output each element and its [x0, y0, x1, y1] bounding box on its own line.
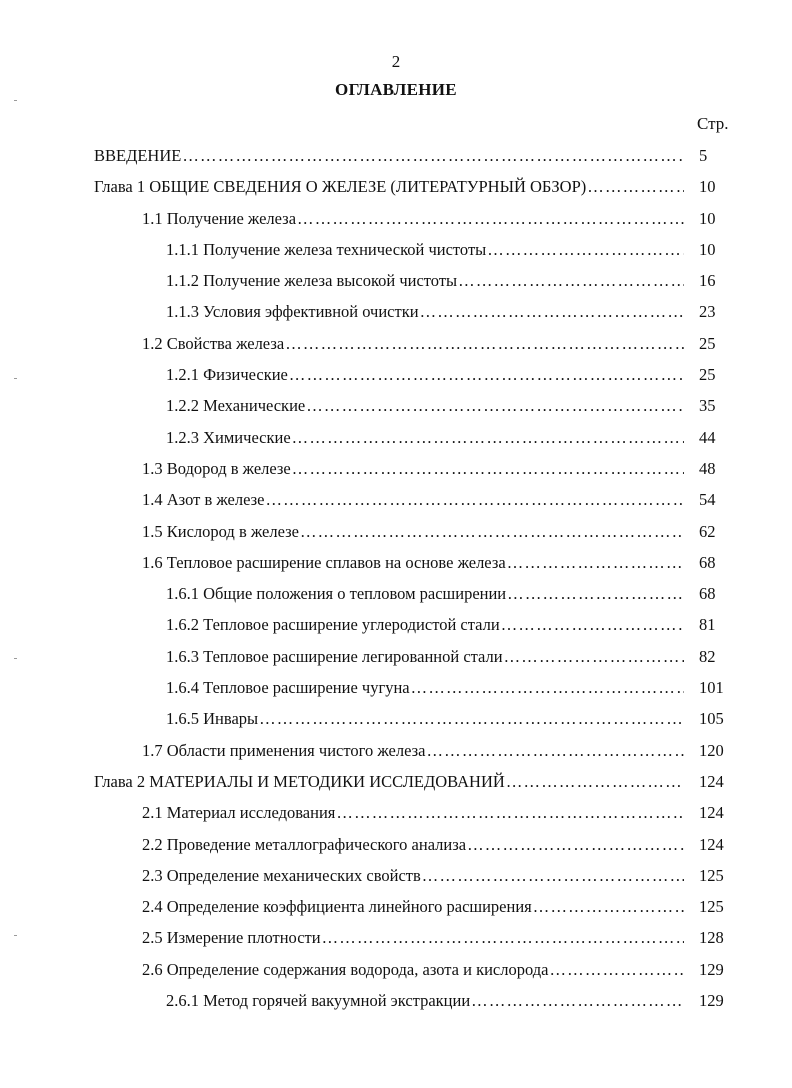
toc-entry-page: 23 — [699, 302, 716, 322]
toc-entry-label: 2.6 Определение содержания водорода, азота и кислорода — [142, 959, 549, 979]
toc-entry — [0, 391, 792, 422]
toc-entry-page: 48 — [699, 458, 716, 478]
toc-leader-dots — [586, 175, 684, 199]
toc-leader-dots — [506, 582, 684, 606]
toc-entry-label: 1.6.2 Тепловое расширение углеродистой стали — [166, 615, 500, 635]
toc-entry — [0, 172, 792, 203]
toc-entry-line — [166, 645, 684, 669]
toc-entry-page: 10 — [699, 239, 716, 259]
scan-margin-mark — [14, 100, 17, 101]
toc-entry-label: 1.1.1 Получение железа технической чистоты — [166, 239, 487, 259]
toc-entry — [0, 235, 792, 266]
toc-entry-page: 128 — [699, 928, 724, 948]
toc-entry-line — [166, 582, 684, 606]
toc-leader-dots — [258, 707, 684, 731]
toc-leader-dots — [296, 207, 684, 231]
table-of-contents — [0, 141, 792, 1017]
toc-entry-label: 1.1 Получение железа — [142, 208, 297, 228]
toc-entry-label: 2.1 Материал исследования — [142, 803, 336, 823]
toc-entry-page: 124 — [699, 834, 724, 854]
toc-entry — [0, 892, 792, 923]
toc-entry-label: ВВЕДЕНИЕ — [94, 146, 182, 165]
toc-entry-line — [142, 488, 684, 512]
toc-leader-dots — [532, 895, 684, 919]
toc-entry — [0, 642, 792, 673]
toc-entry-page: 120 — [699, 740, 724, 760]
toc-leader-dots — [291, 457, 684, 481]
toc-entry-label: 2.3 Определение механических свойств — [142, 865, 421, 885]
toc-entry-line — [142, 551, 684, 575]
toc-leader-dots — [425, 739, 684, 763]
toc-entry-line — [166, 613, 684, 637]
toc-entry-line — [142, 520, 684, 544]
toc-entry-label: Глава 2 МАТЕРИАЛЫ И МЕТОДИКИ ИССЛЕДОВАНИЙ — [94, 771, 505, 791]
toc-entry-label: 1.2.1 Физические — [166, 365, 288, 385]
toc-entry — [0, 767, 792, 798]
toc-entry-page: 124 — [699, 771, 724, 791]
toc-entry — [0, 986, 792, 1017]
toc-entry-page: 16 — [699, 271, 716, 291]
toc-leader-dots — [299, 520, 684, 544]
toc-leader-dots — [421, 864, 684, 888]
toc-entry — [0, 423, 792, 454]
toc-entry-line — [166, 269, 684, 293]
toc-entry-line — [94, 770, 684, 794]
toc-entry-line — [142, 332, 684, 356]
toc-entry-page: 25 — [699, 365, 716, 385]
toc-entry-page: 25 — [699, 333, 716, 353]
toc-leader-dots — [305, 394, 684, 418]
toc-entry — [0, 141, 792, 172]
page-title: ОГЛАВЛЕНИЕ — [335, 80, 457, 99]
toc-entry-label: 1.6 Тепловое расширение сплавов на основе железа — [142, 552, 506, 572]
toc-entry-label: 1.7 Области применения чистого железа — [142, 740, 426, 760]
toc-entry-page: 10 — [699, 177, 716, 197]
toc-entry-label: 1.2.3 Химические — [166, 427, 291, 447]
toc-entry-page: 129 — [699, 991, 724, 1011]
toc-entry-page: 105 — [699, 709, 724, 729]
toc-entry-page: 10 — [699, 208, 716, 228]
toc-entry — [0, 360, 792, 391]
toc-entry-page: 44 — [699, 427, 716, 447]
toc-entry — [0, 673, 792, 704]
toc-entry-label: 1.6.5 Инвары — [166, 709, 259, 729]
toc-entry-line — [142, 207, 684, 231]
toc-entry — [0, 548, 792, 579]
toc-entry-page: 125 — [699, 865, 724, 885]
toc-leader-dots — [503, 645, 684, 669]
toc-entry-page: 129 — [699, 959, 724, 979]
toc-leader-dots — [410, 676, 684, 700]
toc-entry-page: 35 — [699, 396, 716, 416]
page-column-header: Стр. — [697, 114, 729, 133]
toc-leader-dots — [419, 300, 684, 324]
toc-entry — [0, 517, 792, 548]
toc-entry-page: 62 — [699, 521, 716, 541]
toc-entry-line — [142, 895, 684, 919]
toc-entry-line — [166, 707, 684, 731]
toc-entry-label: 1.4 Азот в железе — [142, 490, 265, 510]
toc-entry — [0, 485, 792, 516]
toc-entry-line — [142, 833, 684, 857]
toc-entry-label: 2.4 Определение коэффициента линейного расширения — [142, 897, 532, 917]
toc-entry — [0, 579, 792, 610]
toc-entry-line — [142, 739, 684, 763]
toc-entry — [0, 204, 792, 235]
toc-entry-line — [166, 426, 684, 450]
toc-entry — [0, 704, 792, 735]
toc-entry — [0, 297, 792, 328]
toc-leader-dots — [181, 144, 684, 168]
toc-entry-line — [166, 676, 684, 700]
toc-entry-page: 5 — [699, 146, 708, 165]
toc-entry — [0, 923, 792, 954]
toc-entry-line — [142, 926, 684, 950]
toc-entry — [0, 798, 792, 829]
toc-entry-label: Глава 1 ОБЩИЕ СВЕДЕНИЯ О ЖЕЛЕЗЕ (ЛИТЕРАТУРНЫЙ ОБЗОР) — [94, 177, 587, 197]
toc-leader-dots — [457, 269, 684, 293]
toc-leader-dots — [264, 488, 684, 512]
toc-entry-page: 81 — [699, 615, 716, 635]
toc-entry-page: 68 — [699, 584, 716, 604]
toc-entry — [0, 610, 792, 641]
toc-entry-label: 1.1.3 Условия эффективной очистки — [166, 302, 419, 322]
toc-entry-page: 125 — [699, 897, 724, 917]
toc-entry-label: 1.5 Кислород в железе — [142, 521, 299, 541]
toc-entry-label: 1.1.2 Получение железа высокой чистоты — [166, 271, 458, 291]
toc-leader-dots — [466, 833, 684, 857]
toc-leader-dots — [506, 551, 684, 575]
toc-leader-dots — [500, 613, 684, 637]
toc-entry-page: 68 — [699, 552, 716, 572]
toc-entry-label: 2.6.1 Метод горячей вакуумной экстракции — [166, 991, 471, 1011]
toc-entry-label: 1.6.4 Тепловое расширение чугуна — [166, 678, 410, 698]
toc-entry — [0, 454, 792, 485]
toc-entry-page: 124 — [699, 803, 724, 823]
toc-entry-line — [142, 958, 684, 982]
toc-entry-page: 101 — [699, 678, 724, 698]
toc-entry-label: 1.6.3 Тепловое расширение легированной стали — [166, 646, 503, 666]
toc-entry-label: 1.6.1 Общие положения о тепловом расширении — [166, 584, 507, 604]
toc-entry — [0, 266, 792, 297]
toc-entry-page: 54 — [699, 490, 716, 510]
toc-leader-dots — [505, 770, 684, 794]
page-number: 2 — [391, 52, 401, 71]
toc-entry-label: 1.3 Водород в железе — [142, 458, 291, 478]
toc-entry-label: 2.2 Проведение металлографического анализа — [142, 834, 467, 854]
toc-leader-dots — [288, 363, 684, 387]
toc-entry — [0, 736, 792, 767]
toc-entry-line — [166, 394, 684, 418]
toc-entry-line — [142, 801, 684, 825]
toc-entry — [0, 955, 792, 986]
toc-leader-dots — [335, 801, 684, 825]
toc-entry-label: 1.2.2 Механические — [166, 396, 306, 416]
toc-entry — [0, 861, 792, 892]
toc-entry-line — [94, 144, 684, 168]
toc-leader-dots — [548, 958, 684, 982]
toc-entry-label: 1.2 Свойства железа — [142, 333, 285, 353]
toc-entry-label: 2.5 Измерение плотности — [142, 928, 321, 948]
toc-entry — [0, 830, 792, 861]
toc-leader-dots — [470, 989, 684, 1013]
toc-entry-line — [166, 363, 684, 387]
toc-entry-line — [166, 989, 684, 1013]
toc-entry — [0, 329, 792, 360]
toc-entry-line — [166, 300, 684, 324]
toc-entry-line — [94, 175, 684, 199]
toc-leader-dots — [486, 238, 684, 262]
toc-leader-dots — [284, 332, 684, 356]
toc-entry-line — [166, 238, 684, 262]
toc-entry-line — [142, 864, 684, 888]
toc-leader-dots — [321, 926, 684, 950]
toc-entry-line — [142, 457, 684, 481]
toc-entry-page: 82 — [699, 646, 716, 666]
toc-leader-dots — [291, 426, 684, 450]
